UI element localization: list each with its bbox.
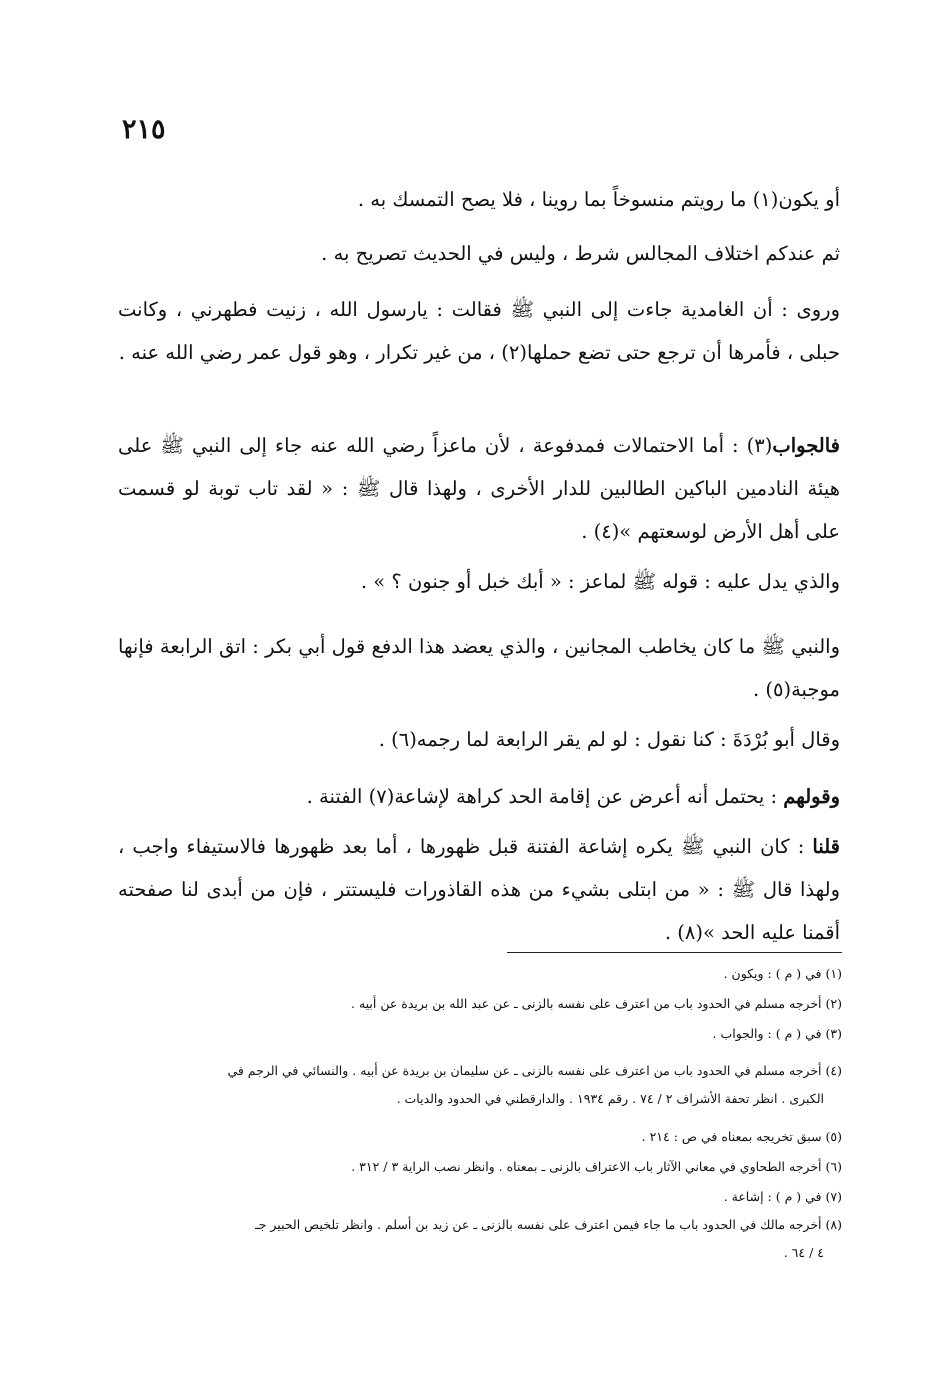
we-said-text: : كان النبي ﷺ يكره إشاعة الفتنة قبل ظهورها ، أما بعد ظهورها فالاستيفاء واجب ، ولهذا قال ﷺ : « من ابتلى بشيء من هذه القاذورات فليستتر ، فإن من أبدى لنا صفحته أقمنا عليه الحد »(٨) .	[118, 835, 840, 944]
we-said-heading: قلنا	[812, 835, 840, 858]
paragraph-6: والنبي ﷺ ما كان يخاطب المجانين ، والذي يعضد هذا الدفع قول أبي بكر : اتق الرابعة فإنها موجبة(٥) .	[118, 635, 840, 701]
paragraph-7: وقال أبو بُرْدَةَ : كنا نقول : لو لم يقر الرابعة لما رجمه(٦) .	[378, 728, 840, 751]
footnote-5: (٥) سبق تخريجه بمعناه في ص : ٢١٤ .	[641, 1129, 842, 1144]
paragraph-9	[118, 825, 840, 954]
paragraph-2: ثم عندكم اختلاف المجالس شرط ، وليس في الحديث تصريح به .	[321, 242, 840, 265]
footnote-1: (١) في ( م ) : ويكون .	[723, 966, 842, 981]
footnote-8-line-2: ٤ / ٦٤ .	[783, 1245, 824, 1260]
footnote-2: (٢) أخرجه مسلم في الحدود باب من اعترف على نفسه بالزنى ـ عن عبد الله بن بريدة عن أبيه .	[351, 996, 842, 1011]
footnote-8-line-1: (٨) أخرجه مالك في الحدود باب ما جاء فيمن اعترف على نفسه بالزنى ـ عن زيد بن أسلم . وانظر تلخيص الحبير جـ	[255, 1217, 842, 1232]
answer-heading: فالجواب	[772, 434, 840, 457]
footnote-4	[120, 1057, 842, 1113]
footnote-7: (٧) في ( م ) : إشاعة .	[723, 1189, 842, 1204]
paragraph-4	[118, 424, 840, 553]
paragraph-5: والذي يدل عليه : قوله ﷺ لماعز : « أبك خبل أو جنون ؟ » .	[360, 570, 840, 593]
footnote-3: (٣) في ( م ) : والجواب .	[712, 1026, 842, 1041]
footnote-4-line-1: (٤) أخرجه مسلم في الحدود باب من اعترف على نفسه بالزنى ـ عن سليمان بن بريدة عن أبيه . والنسائي في الرجم في	[227, 1063, 842, 1078]
footnote-4-line-2: الكبرى . انظر تحفة الأشراف ٢ / ٧٤ . رقم ١٩٣٤ . والدارقطني في الحدود والديات .	[396, 1091, 824, 1106]
page-number: ٢١٥	[122, 114, 166, 145]
paragraph-8	[118, 775, 840, 818]
their-saying-text: : يحتمل أنه أعرض عن إقامة الحد كراهة لإشاعة(٧) الفتنة .	[306, 785, 784, 808]
footnote-6: (٦) أخرجه الطحاوي في معاني الآثار باب الاعتراف بالزنى ـ بمعناه . وانظر نصب الراية ٣ / ٣١٢ .	[351, 1159, 842, 1174]
footnote-8	[120, 1211, 842, 1267]
paragraph-3: وروى : أن الغامدية جاءت إلى النبي ﷺ فقالت : يارسول الله ، زنيت فطهرني ، وكانت حبلى ، فأمرها أن ترجع حتى تضع حملها(٢) ، من غير تكرار ، وهو قول عمر رضي الله عنه .	[118, 298, 840, 364]
their-saying-heading: وقولهم	[783, 785, 840, 808]
answer-text: (٣) : أما الاحتمالات فمدفوعة ، لأن ماعزاً رضي الله عنه جاء إلى النبي ﷺ على هيئة النادمين الباكين الطالبين للدار الأخرى ، ولهذا قال ﷺ : « لقد تاب توبة لو قسمت على أهل الأرض لوسعتهم »(٤) .	[118, 434, 840, 543]
paragraph-1: أو يكون(١) ما رويتم منسوخاً بما روينا ، فلا يصح التمسك به .	[357, 188, 840, 211]
footnote-separator	[507, 952, 842, 953]
